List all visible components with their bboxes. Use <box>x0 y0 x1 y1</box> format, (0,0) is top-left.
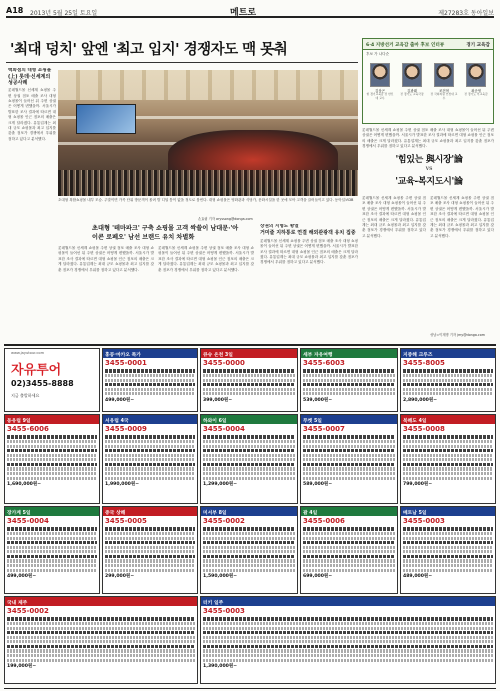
article3-column <box>260 224 358 338</box>
election-box-region: 경기 교육감 <box>466 43 490 48</box>
ad-title: 장가계 5일 <box>5 507 99 516</box>
section-title: 메트로 <box>230 8 257 18</box>
ad-title: 하와이 6일 <box>201 415 297 424</box>
candidate-info: 전 경기도 부교육감 <box>464 92 488 96</box>
pull-quote-line1: '힘있는 與시장'論 <box>395 155 463 165</box>
ad-block <box>200 414 298 504</box>
jayu-sub: 지금 출발하세요 <box>11 393 40 398</box>
mid-body-b: 롯데월드몰 신세계 쇼핑몰 주변 상권 점포 매출 조사 대형 쇼핑몰이 들어선 뒤 주변 상권은 어떻게 변했을까. 서울시가 발표한 조사 결과에 따르면 대형 쇼핑몰 인근 점포의 매출은 크게 달라졌다. 유통업계는 최대 규모 쇼핑몰과 최고 입지를 갖춘 점포가 경쟁에서 우위를 점하고 있다고 분석했다. <box>158 246 254 272</box>
photo-crowd <box>58 170 358 196</box>
ad-phone: 3455-6003 <box>303 359 345 367</box>
ad-price: 299,000원~ <box>105 574 135 580</box>
ad-title: 동유럽 9일 <box>5 415 99 424</box>
ad-block <box>200 506 298 594</box>
ad-title: 터키 일주 <box>201 597 495 606</box>
byline-1: 손효림 기자 aryssong@donga.com <box>198 217 253 221</box>
ad-price: 1,390,000원~ <box>203 664 238 670</box>
candidate <box>366 63 394 121</box>
ads-section <box>4 348 496 688</box>
ad-block <box>200 596 496 684</box>
article3-kicker: 상권의 지형도 황열 <box>260 224 299 229</box>
ad-block <box>4 506 100 594</box>
jayu-url: www.jayutour.com <box>11 351 45 355</box>
ad-phone: 3455-0001 <box>105 359 147 367</box>
ad-phone: 3455-0004 <box>203 425 245 433</box>
right-column-a <box>362 196 426 338</box>
ad-price: 799,000원~ <box>403 482 433 488</box>
candidate-name: 최준영 <box>471 89 481 93</box>
right-intro-text <box>362 128 494 150</box>
ad-block <box>200 348 298 412</box>
candidate-info: 현 경기교육감 전 한신대 교수 <box>366 92 394 100</box>
ad-phone: 3455-0003 <box>203 607 245 615</box>
ad-phone: 3455-0008 <box>403 425 445 433</box>
ad-title: 미서부 8일 <box>201 507 297 516</box>
main-headline: '최대 덩치' 앞엔 '최고 입지' 경쟁자도 맥 못춰 <box>10 41 288 58</box>
masthead-right: 제27283호 동아일보 <box>438 10 494 17</box>
ad-block <box>102 414 198 504</box>
ad-block <box>300 506 398 594</box>
right-column-b <box>430 196 494 328</box>
ad-title: 서유럽 4국 <box>103 415 197 424</box>
ad-block <box>400 414 496 504</box>
election-box-label: 후보 가 나다순 <box>366 52 390 56</box>
ad-block <box>4 414 100 504</box>
candidate-row <box>366 63 492 121</box>
election-box-title: 6·4 지방선거 교육감 출마 후보 인터뷰 <box>366 43 445 48</box>
ad-price: 2,890,000원~ <box>403 397 438 403</box>
photo-screen <box>76 104 136 134</box>
ad-price: 199,000원~ <box>7 664 37 670</box>
candidate-photo <box>434 63 454 87</box>
mid-body-a: 롯데월드몰 신세계 쇼핑몰 주변 상권 점포 매출 조사 대형 쇼핑몰이 들어선 뒤 주변 상권은 어떻게 변했을까. 서울시가 발표한 조사 결과에 따르면 대형 쇼핑몰 인근 점포의 매출은 크게 달라졌다. 유통업계는 최대 규모 쇼핑몰과 최고 입지를 갖춘 점포가 경쟁에서 우위를 점하고 있다고 분석했다. <box>58 246 154 272</box>
left-body: 롯데월드몰 신세계 쇼핑몰 주변 상권 점포 매출 조사 대형 쇼핑몰이 들어선 뒤 주변 상권은 어떻게 변했을까. 서울시가 발표한 조사 결과에 따르면 대형 쇼핑몰 인근 점포의 매출은 크게 달라졌다. 유통업계는 최대 규모 쇼핑몰과 최고 입지를 갖춘 점포가 경쟁에서 우위를 점하고 있다고 분석했다. <box>8 88 56 141</box>
ad-block <box>102 506 198 594</box>
ad-title: 중국 상해 <box>103 507 197 516</box>
ad-title: 괌 4일 <box>301 507 397 516</box>
footer-rule <box>4 688 496 689</box>
jayu-logo: 자유투어 <box>11 363 62 378</box>
jayu-tour-ad <box>4 348 100 412</box>
ad-phone: 3455-0002 <box>203 517 245 525</box>
ad-price: 1,690,000원~ <box>7 482 42 488</box>
ad-title: 홍콩·마카오 특가 <box>103 349 197 358</box>
ad-block <box>400 506 496 594</box>
right-body-b: 롯데월드몰 신세계 쇼핑몰 주변 상권 점포 매출 조사 대형 쇼핑몰이 들어선 뒤 주변 상권은 어떻게 변했을까. 서울시가 발표한 조사 결과에 따르면 대형 쇼핑몰 인근 점포의 매출은 크게 달라졌다. 유통업계는 최대 규모 쇼핑몰과 최고 입지를 갖춘 점포가 경쟁에서 우위를 점하고 있다고 분석했다. <box>430 196 494 238</box>
left-column <box>8 68 56 338</box>
ad-title: 북해도 4일 <box>401 415 495 424</box>
ad-title: 국내 제주 <box>5 597 197 606</box>
candidate-photo <box>402 63 422 87</box>
ad-phone: 3455-0002 <box>7 607 49 615</box>
ad-phone: 3455-0006 <box>303 517 345 525</box>
byline-2: 성남=이재명 기자 jmy@donga.com <box>430 333 485 337</box>
ad-price: 589,000원~ <box>303 482 333 488</box>
candidate-photo <box>466 63 486 87</box>
left-kicker: 백화점의 대형 쇼핑몰 <box>8 68 52 73</box>
ad-phone: 3455-0004 <box>7 517 49 525</box>
ad-block <box>400 348 496 412</box>
candidate <box>462 63 490 121</box>
ad-price: 399,000원~ <box>203 397 233 403</box>
candidate-photo <box>370 63 390 87</box>
page-number: A18 <box>6 6 24 15</box>
ad-phone: 3455-0000 <box>203 359 245 367</box>
candidate-name: 김상곤 <box>375 89 385 93</box>
ad-price: 499,000원~ <box>7 574 37 580</box>
page-header <box>6 4 494 18</box>
ad-phone: 3455-6006 <box>7 425 49 433</box>
ad-phone: 3455-0005 <box>105 517 147 525</box>
ad-block <box>300 348 398 412</box>
candidate <box>398 63 426 121</box>
ad-phone: 3455-0007 <box>303 425 345 433</box>
ad-block <box>300 414 398 504</box>
ad-phone: 3455-0003 <box>403 517 445 525</box>
ads-divider <box>4 344 496 346</box>
ad-price: 489,000원~ <box>403 574 433 580</box>
article2-headline: 초대형 '테마파크' 구축 쇼핑몰 고객 싹쓸이 남대문·'아이콘 로페오' 남선 브랜드 유치 차별화 <box>92 225 239 241</box>
pull-quote-line2: '교육-복지도시'論 <box>395 177 463 187</box>
pull-quote <box>366 152 492 187</box>
issue-date: 2013년 5월 25일 토요일 <box>30 10 98 17</box>
pull-quote-vs: VS <box>425 167 433 172</box>
candidate-name: 김광래 <box>407 89 417 93</box>
candidate-info: 전 경기도 교육국장 <box>400 92 424 96</box>
ad-phone: 3455-0009 <box>105 425 147 433</box>
election-box-bar <box>363 39 493 50</box>
article3-body: 롯데월드몰 신세계 쇼핑몰 주변 상권 점포 매출 조사 대형 쇼핑몰이 들어선 뒤 주변 상권은 어떻게 변했을까. 서울시가 발표한 조사 결과에 따르면 대형 쇼핑몰 인근 점포의 매출은 크게 달라졌다. 유통업계는 최대 규모 쇼핑몰과 최고 입지를 갖춘 점포가 경쟁에서 우위를 점하고 있다고 분석했다. <box>260 238 358 265</box>
mall-interior-photo <box>58 70 358 196</box>
ad-title: 푸켓 5일 <box>301 415 397 424</box>
ad-block <box>4 596 198 684</box>
ad-title: 베트남 5일 <box>401 507 495 516</box>
candidate <box>430 63 458 121</box>
ad-title: 큐슈 온천 3일 <box>201 349 297 358</box>
candidate-info: 전 국회의원 인천대 교수 <box>430 92 458 100</box>
ad-block <box>102 348 198 412</box>
jayu-phone: 02)3455-8888 <box>11 379 74 388</box>
ad-price: 499,000원~ <box>105 397 135 403</box>
left-subhead: (上) 롯데·신세계의 성공사례 <box>8 74 51 86</box>
mid-column-b <box>158 246 254 338</box>
right-body-a: 롯데월드몰 신세계 쇼핑몰 주변 상권 점포 매출 조사 대형 쇼핑몰이 들어선 뒤 주변 상권은 어떻게 변했을까. 서울시가 발표한 조사 결과에 따르면 대형 쇼핑몰 인근 점포의 매출은 크게 달라졌다. 유통업계는 최대 규모 쇼핑몰과 최고 입지를 갖춘 점포가 경쟁에서 우위를 점하고 있다고 분석했다. <box>362 196 426 238</box>
election-box <box>362 38 494 124</box>
ad-price: 1,299,000원~ <box>203 482 238 488</box>
ad-title: 지중해 크루즈 <box>401 349 495 358</box>
mid-column-a <box>58 246 154 338</box>
candidate-name: 조전혁 <box>439 89 449 93</box>
ad-price: 1,590,000원~ <box>203 574 238 580</box>
ad-title: 세부 자유여행 <box>301 349 397 358</box>
right-intro-body: 롯데월드몰 신세계 쇼핑몰 주변 상권 점포 매출 조사 대형 쇼핑몰이 들어선 뒤 주변 상권은 어떻게 변했을까. 서울시가 발표한 조사 결과에 따르면 대형 쇼핑몰 인근 점포의 매출은 크게 달라졌다. 유통업계는 최대 규모 쇼핑몰과 최고 입지를 갖춘 점포가 경쟁에서 우위를 점하고 있다고 분석했다. <box>362 128 494 149</box>
ad-phone: 3455-8005 <box>403 359 445 367</box>
article3-headline: 거미줄 지하통로 연결 해외관광객 유치 집중 <box>260 230 356 237</box>
headline-rule <box>6 62 358 63</box>
ad-price: 699,000원~ <box>303 574 333 580</box>
ad-price: 539,000원~ <box>303 397 333 403</box>
ad-price: 1,990,000원~ <box>105 482 140 488</box>
photo-caption: 초대형 복합쇼핑몰 내부 모습. 주말이면 가족 단위 방문객이 몰려 발 디딜 틈이 없을 정도로 붐빈다. 대형 쇼핑몰은 영화관과 식당가, 문화시설을 한 곳에 모아 고객을 끌어들이고 있다. 동아일보DB <box>58 198 354 202</box>
photo-ceiling <box>58 70 358 100</box>
